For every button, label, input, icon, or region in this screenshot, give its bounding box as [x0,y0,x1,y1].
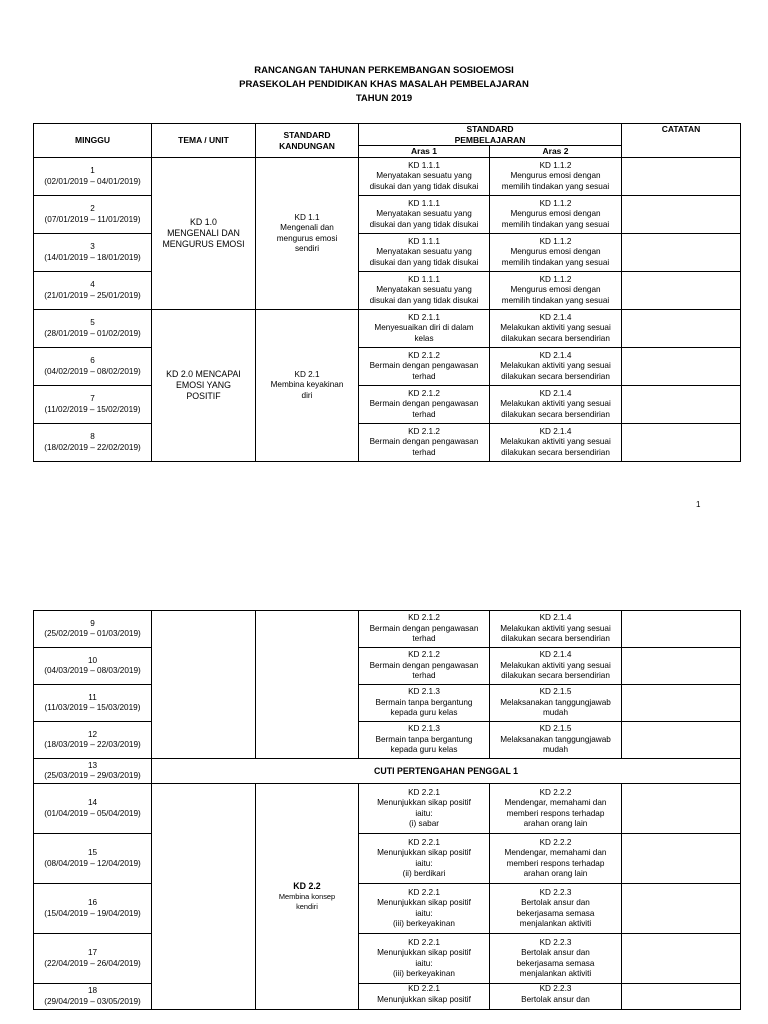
cell-line: iaitu: [415,958,433,968]
title-line-2: PRASEKOLAH PENDIDIKAN KHAS MASALAH PEMBELAJARAN [239,79,529,90]
week-dates: (28/01/2019 – 01/02/2019) [44,328,141,338]
cell-line: KD 2.1.4 [539,613,572,623]
cell-line: Menunjukkan sikap positif [377,798,471,807]
cell-line: KD 1.1.2 [539,274,572,284]
cell-line: Melakukan aktiviti yang sesuai [500,660,611,670]
aras-2-cell [490,884,622,934]
week-cell [34,196,152,234]
cell-line: bekerjasama semasa [516,958,595,968]
standard-kandungan-cell [256,611,359,759]
week-number: 3 [90,242,95,251]
title-line-3: TAHUN 2019 [355,93,413,104]
table-row [34,611,741,648]
week-number: 4 [90,280,95,289]
cell-line: KD 1.0 [190,217,217,227]
cell-line: Mengenali dan [280,223,334,232]
cell-line: disukai dan yang tidak disukai [369,181,479,191]
aras-2-cell [490,722,622,759]
table-row [34,984,741,1010]
week-cell [34,834,152,884]
table-row [34,685,741,722]
week-number: 16 [87,898,98,907]
cell-line: KD 2.1.2 [408,388,440,398]
week-cell [34,934,152,984]
week-number: 10 [87,655,98,665]
aras-2-cell [490,984,622,1010]
cell-line: KD 2.2.2 [539,787,572,797]
tema-cell [152,310,256,462]
cell-line: terhad [412,371,436,381]
cell-line: iaitu: [415,908,433,918]
cell-line: KD 2.1.4 [539,650,572,660]
aras-2-cell [490,685,622,722]
catatan-cell [622,648,741,685]
week-dates: (01/04/2019 – 05/04/2019) [44,808,141,818]
cell-line: KD 2.1.2 [408,613,440,623]
table-row [34,722,741,759]
aras-1-cell [359,196,490,234]
cell-line: KD 2.2.1 [408,937,440,947]
week-number: 8 [90,432,95,441]
week-dates: (18/02/2019 – 22/02/2019) [44,442,141,452]
cell-line: (iii) berkeyakinan [393,919,455,928]
aras-2-cell [490,386,622,424]
table-row [34,234,741,272]
cell-line: Menyatakan sesuatu yang [376,209,472,219]
catatan-cell [622,386,741,424]
cell-line: terhad [412,634,436,644]
tema-cell [152,784,256,1010]
cell-line: Mengurus emosi dengan [510,209,601,219]
cell-line: Melakukan aktiviti yang sesuai [500,361,611,371]
catatan-cell [622,984,741,1010]
title-line-1: RANCANGAN TAHUNAN PERKEMBANGAN SOSIOEMOSI [254,65,514,76]
aras-1-cell [359,310,490,348]
week-dates: (11/02/2019 – 15/02/2019) [44,404,141,414]
cell-line: dilakukan secara bersendirian [501,671,610,681]
cell-line: (ii) berdikari [402,869,446,878]
cell-line: memberi respons terhadap [506,808,605,818]
cell-line: KD 1.1 [294,212,320,222]
week-cell [34,648,152,685]
week-number: 5 [90,318,95,327]
cell-line: KD 1.1.2 [539,160,572,170]
cell-line: KD 2.2.2 [539,837,572,847]
cell-line: KD 2.1.2 [408,426,440,436]
cell-line: Melakukan aktiviti yang sesuai [500,399,611,409]
aras-1-cell [359,348,490,386]
cell-line: Menyatakan sesuatu yang [376,285,472,295]
cell-line: menjalankan aktiviti [519,919,592,928]
col-catatan: CATATAN [622,124,741,158]
cell-line: kepada guru kelas [390,745,458,755]
break-week: 13 (25/03/2019 – 29/03/2019) [34,759,152,784]
aras-2-cell [490,158,622,196]
cell-line: memilih tindakan yang sesuai [501,295,610,305]
cell-line: KD 2.1.5 [539,724,572,734]
week-cell [34,685,152,722]
standard-kandungan-cell [256,158,359,310]
cell-line: arahan orang lain [523,819,588,828]
cell-line: memilih tindakan yang sesuai [501,257,610,267]
catatan-cell [622,196,741,234]
aras-1-cell [359,648,490,685]
aras-1-cell [359,984,490,1010]
week-dates: (04/03/2019 – 08/03/2019) [44,666,141,675]
aras-2-cell [490,272,622,310]
catatan-cell [622,234,741,272]
aras-2-cell [490,310,622,348]
cell-line: KD 2.2.1 [408,887,440,897]
cell-line: dilakukan secara bersendirian [501,371,610,381]
cell-line: Bertolak ansur dan [521,898,590,907]
cell-line: iaitu: [415,808,433,818]
catatan-cell [622,424,741,462]
week-dates: (25/02/2019 – 01/03/2019) [44,629,141,638]
table-row [34,884,741,934]
cell-line: menjalankan aktiviti [519,969,592,978]
table-row [34,424,741,462]
cell-line: memilih tindakan yang sesuai [501,181,610,191]
catatan-cell [622,884,741,934]
catatan-cell [622,611,741,648]
aras-2-cell [490,784,622,834]
col-tema: TEMA / UNIT [152,124,256,158]
week-number: 17 [87,948,98,957]
catatan-cell [622,685,741,722]
cell-line: KD 2.0 MENCAPAI [166,369,241,379]
table-row [34,834,741,884]
cell-line: Mendengar, memahami dan [504,798,607,807]
cell-line: Menyatakan sesuatu yang [376,171,472,181]
cell-line: mudah [542,745,569,755]
aras-1-cell [359,386,490,424]
table-row [34,158,741,196]
cell-line: Bermain tanpa bergantung [375,697,473,707]
week-dates: (18/03/2019 – 22/03/2019) [44,740,141,749]
cell-line: KD 2.1.4 [539,312,572,322]
cell-line: KD 1.1.2 [539,236,572,246]
cell-line: KD 2.2.3 [539,984,572,993]
cell-line: KD 2.1 [294,369,320,379]
cell-line: diri [301,390,313,400]
week-number: 14 [87,798,98,807]
week-cell [34,884,152,934]
week-cell [34,234,152,272]
aras-1-cell [359,834,490,884]
week-dates: (11/03/2019 – 15/03/2019) [44,703,141,712]
week-number: 11 [88,692,97,702]
cell-line: Melakukan aktiviti yang sesuai [500,623,611,633]
aras-2-cell [490,424,622,462]
cell-line: Membina konsep [278,891,336,901]
table-row [34,386,741,424]
week-dates: (22/04/2019 – 26/04/2019) [44,958,141,968]
aras-1-cell [359,784,490,834]
cell-line: KD 2.2.1 [408,984,440,993]
table-row [34,310,741,348]
week-dates: (02/01/2019 – 04/01/2019) [44,176,141,186]
cell-line: KD 2.2.3 [539,887,572,897]
week-number: 6 [90,356,95,365]
col-standard-pembelajaran: STANDARD PEMBELAJARAN [359,124,622,146]
week-cell [34,272,152,310]
week-cell [34,348,152,386]
week-number: 12 [87,729,98,739]
cell-line: KD 2.1.4 [539,388,572,398]
cell-line: dilakukan secara bersendirian [501,409,610,419]
aras-2-cell [490,934,622,984]
cell-line: KD 2.1.2 [408,650,440,660]
week-number: 15 [87,848,98,857]
week-dates: (21/01/2019 – 25/01/2019) [44,290,141,300]
cell-line: KD 2.1.3 [408,687,440,697]
week-dates: (29/04/2019 – 03/05/2019) [44,996,141,1006]
cell-line: KD 1.1.2 [539,198,572,208]
week-cell [34,158,152,196]
cell-line: kelas [414,333,434,343]
cell-line: KD 2.1.1 [408,312,440,322]
cell-line: disukai dan yang tidak disukai [369,219,479,229]
table-row [34,934,741,984]
aras-2-cell [490,348,622,386]
cell-line: disukai dan yang tidak disukai [369,257,479,267]
plan-table-page-2 [33,610,741,1010]
cell-line: memilih tindakan yang sesuai [501,219,610,229]
cell-line: dilakukan secara bersendirian [501,634,610,644]
cell-line: terhad [412,409,436,419]
aras-2-cell [490,834,622,884]
cell-line: Melaksanakan tanggungjawab [500,734,611,744]
week-cell [34,310,152,348]
cell-line: Menunjukkan sikap positif [377,848,471,857]
cell-line: terhad [412,447,436,457]
cell-line: Bermain dengan pengawasan [369,361,479,371]
cell-line: Mengurus emosi dengan [510,247,601,257]
catatan-cell [622,784,741,834]
cell-line: Bermain dengan pengawasan [369,399,479,409]
table-row [34,784,741,834]
aras-1-cell [359,685,490,722]
cell-line: Menunjukkan sikap positif [377,898,471,907]
week-cell [34,611,152,648]
standard-kandungan-cell [256,784,359,1010]
week-dates: (04/02/2019 – 08/02/2019) [44,366,141,376]
week-dates: (14/01/2019 – 18/01/2019) [44,252,141,262]
cell-line: Bermain dengan pengawasan [369,660,479,670]
aras-2-cell [490,196,622,234]
cell-line: dilakukan secara bersendirian [501,333,610,343]
cell-line: disukai dan yang tidak disukai [369,295,479,305]
cell-line: dilakukan secara bersendirian [501,447,610,457]
cell-line: memberi respons terhadap [506,858,605,868]
cell-line: Bertolak ansur dan [521,948,590,957]
cell-line: Melakukan aktiviti yang sesuai [500,323,611,333]
aras-1-cell [359,722,490,759]
cell-line: Bertolak ansur dan [521,994,590,1004]
cell-line: Mengurus emosi dengan [510,285,601,295]
cell-line: (iii) berkeyakinan [393,969,455,978]
catatan-cell [622,158,741,196]
cell-line: Mendengar, memahami dan [504,848,607,857]
cell-line: KD 1.1.1 [408,236,440,246]
cell-line: mengurus emosi [276,233,338,243]
cell-line: Menyatakan sesuatu yang [376,247,472,257]
cell-line: kepada guru kelas [390,708,458,718]
table-row [34,348,741,386]
week-dates: (08/04/2019 – 12/04/2019) [44,858,141,868]
aras-1-cell [359,158,490,196]
aras-2-cell [490,234,622,272]
cell-line: KD 2.1.3 [408,724,440,734]
col-aras-1: Aras 1 [359,146,490,158]
week-dates: (15/04/2019 – 19/04/2019) [44,908,141,918]
week-cell [34,386,152,424]
cell-line: Melaksanakan tanggungjawab [500,697,611,707]
cell-line: Melakukan aktiviti yang sesuai [500,437,611,447]
catatan-cell [622,310,741,348]
aras-1-cell [359,934,490,984]
cell-line: KD 1.1.1 [408,274,440,284]
page-number: 1 [696,500,701,509]
week-cell [34,984,152,1010]
catatan-cell [622,272,741,310]
catatan-cell [622,834,741,884]
document-title [0,64,768,106]
cell-line: KD 2.1.5 [539,687,572,697]
week-cell [34,784,152,834]
aras-1-cell [359,611,490,648]
cell-line: KD 2.1.2 [408,350,440,360]
plan-table-page-1 [33,123,741,462]
week-number: 1 [90,166,95,175]
cell-line: KD 1.1.1 [408,160,440,170]
catatan-cell [622,348,741,386]
cell-line: arahan orang lain [523,869,588,878]
break-row [34,759,741,784]
cell-line: mudah [542,708,569,718]
cell-line: (i) sabar [408,819,440,828]
cell-line: EMOSI YANG [176,380,231,390]
cell-line: kendiri [296,902,318,911]
tema-cell [152,611,256,759]
aras-1-cell [359,272,490,310]
week-number: 9 [90,618,95,628]
col-aras-2: Aras 2 [490,146,622,158]
aras-1-cell [359,234,490,272]
table-row [34,196,741,234]
aras-2-cell [490,611,622,648]
catatan-cell [622,722,741,759]
standard-kandungan-cell [256,310,359,462]
week-cell [34,424,152,462]
cell-line: KD 1.1.1 [408,198,440,208]
aras-1-cell [359,884,490,934]
cell-line: MENGENALI DAN [167,228,240,238]
week-cell [34,722,152,759]
cell-line: Bermain dengan pengawasan [369,623,479,633]
cell-line: Menunjukkan sikap positif [377,948,471,957]
week-number: 2 [90,204,95,213]
cell-line: iaitu: [415,858,433,868]
col-standard-kandungan: STANDARD KANDUNGAN [256,124,359,158]
kd-2-2-code: KD 2.2 [293,880,321,891]
cell-line: bekerjasama semasa [516,908,595,918]
week-number: 7 [90,394,95,403]
cell-line: Menunjukkan sikap positif [377,994,471,1004]
cell-line: KD 2.2.1 [408,787,440,797]
cell-line: KD 2.2.3 [539,937,572,947]
cell-line: KD 2.1.4 [539,426,572,436]
aras-2-cell [490,648,622,685]
cell-line: POSITIF [186,391,221,401]
week-dates: (07/01/2019 – 11/01/2019) [44,214,141,224]
col-minggu: MINGGU [34,124,152,158]
cell-line: KD 2.2.1 [408,837,440,847]
cell-line: sendiri [294,244,320,253]
cell-line: Menyesuaikan diri di dalam [374,323,474,333]
cell-line: Membina keyakinan [270,380,344,390]
cell-line: MENGURUS EMOSI [162,239,245,249]
cell-line: terhad [412,671,436,681]
aras-1-cell [359,424,490,462]
week-number: 18 [87,986,98,995]
tema-cell [152,158,256,310]
break-label: CUTI PERTENGAHAN PENGGAL 1 [152,759,741,784]
cell-line: Bermain tanpa bergantung [375,734,473,744]
cell-line: Bermain dengan pengawasan [369,437,479,447]
table-row [34,648,741,685]
catatan-cell [622,934,741,984]
cell-line: Mengurus emosi dengan [510,171,601,181]
table-row [34,272,741,310]
cell-line: KD 2.1.4 [539,350,572,360]
